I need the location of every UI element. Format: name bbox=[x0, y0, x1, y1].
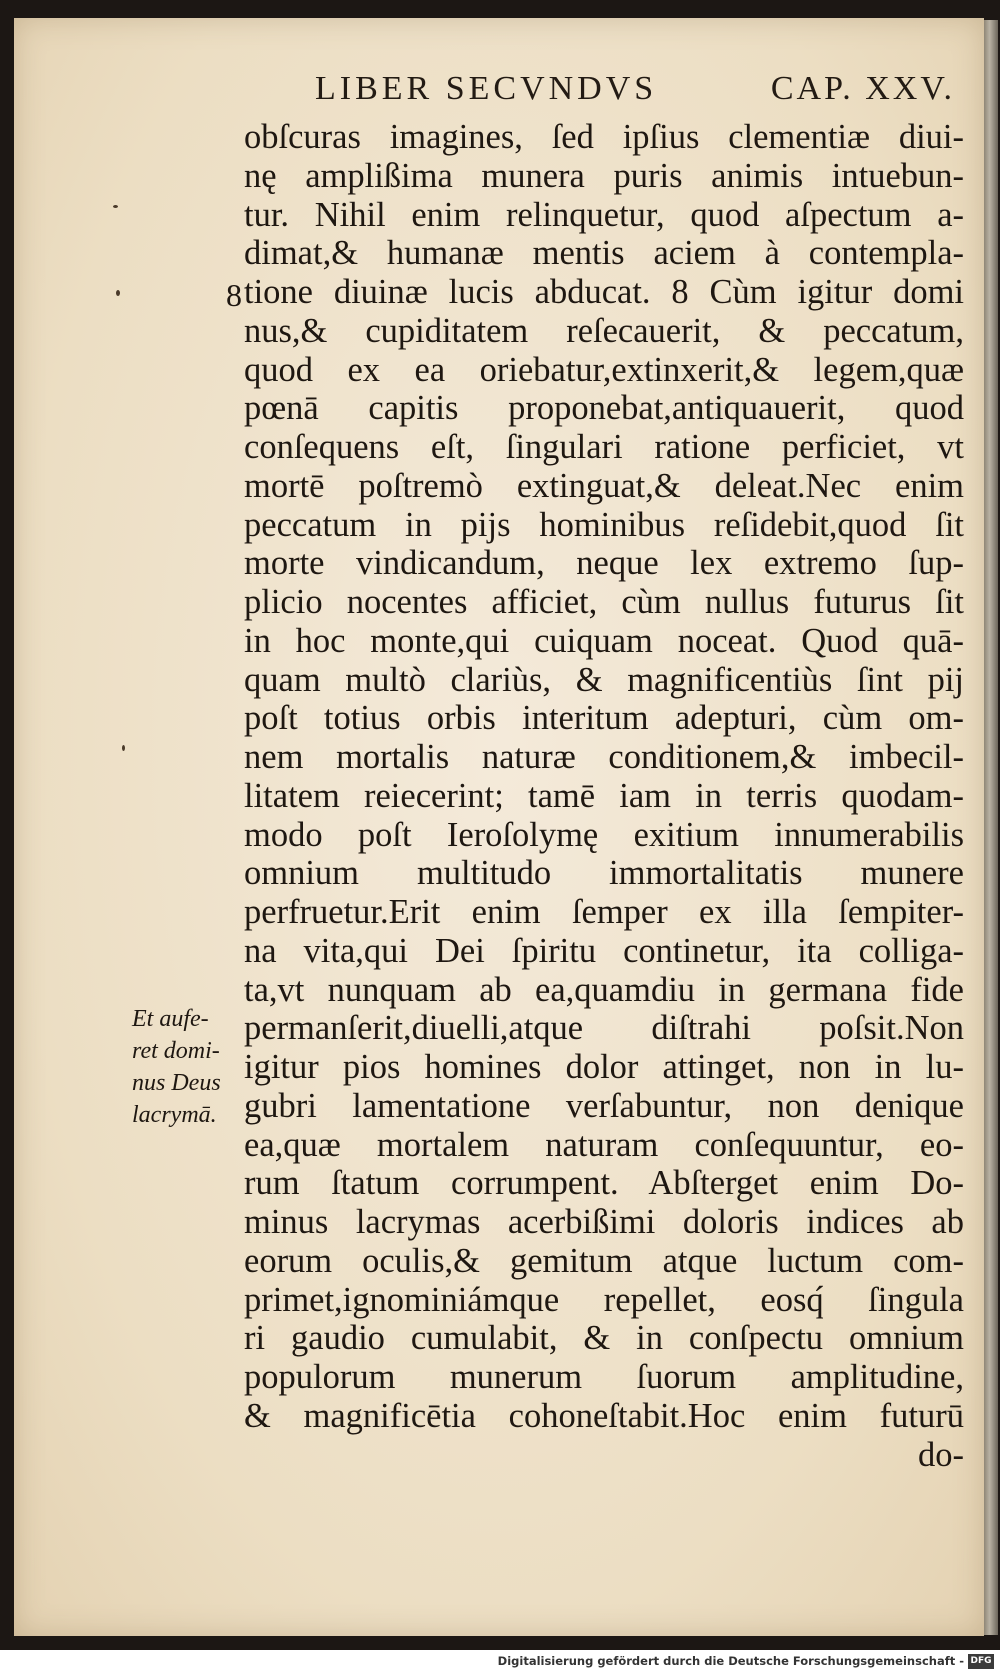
text-line: permanſerit,diuelli,atque diſtrahi poſsit.Non bbox=[244, 1009, 964, 1048]
page-edge bbox=[984, 20, 998, 1635]
text-line: quod ex ea oriebatur,extinxerit,& legem,quæ bbox=[244, 350, 964, 389]
funding-credit: Digitalisierung gefördert durch die Deutsche Forschungsgemeinschaft - bbox=[497, 1654, 964, 1668]
chapter-number: CAP. XXV. bbox=[770, 70, 955, 107]
text-line: peccatum in pijs hominibus reſidebit,quod ſit bbox=[244, 505, 964, 544]
text-line: na vita,qui Dei ſpiritu continetur, ita colliga- bbox=[244, 931, 964, 970]
text-line: morte vindicandum, neque lex extremo ſup- bbox=[244, 544, 964, 583]
text-line: ea,quæ mortalem naturam conſequuntur, eo- bbox=[244, 1125, 964, 1164]
ink-speck bbox=[122, 745, 125, 751]
ink-speck bbox=[116, 290, 120, 296]
text-line: omnium multitudo immortalitatis munere bbox=[244, 854, 964, 893]
footer-bar bbox=[0, 1650, 1000, 1676]
text-line: ri gaudio cumulabit, & in conſpectu omnium bbox=[244, 1319, 964, 1358]
ink-speck bbox=[113, 205, 118, 208]
marginal-line: Et aufe- bbox=[132, 1006, 209, 1032]
verse-number: 8 bbox=[226, 277, 242, 313]
text-line: primet,ignominiámque repellet, eosq́ ſingula bbox=[244, 1280, 964, 1319]
text-line: plicio nocentes afficiet, cùm nullus futurus ſit bbox=[244, 583, 964, 621]
text-line: populorum munerum ſuorum amplitudine, bbox=[244, 1358, 964, 1396]
dfg-logo: DFG bbox=[968, 1654, 994, 1669]
text-line: in hoc monte,qui cuiquam noceat. Quod quā- bbox=[244, 621, 964, 660]
marginal-line: nus Deus bbox=[132, 1070, 221, 1096]
marginal-line: ret domi- bbox=[132, 1038, 220, 1064]
text-line: igitur pios homines dolor attinget, non in lu- bbox=[244, 1048, 964, 1086]
text-line: ta,vt nunquam ab ea,quamdiu in germana fide bbox=[244, 970, 964, 1009]
running-header bbox=[315, 70, 955, 116]
text-line: minus lacrymas acerbißimi doloris indices ab bbox=[244, 1203, 964, 1241]
text-line: quam multò clariùs, & magnificentiùs ſint pij bbox=[244, 660, 964, 699]
text-line: litatem reiecerint; tamē iam in terris quodam- bbox=[244, 776, 964, 815]
text-line: do- bbox=[918, 1435, 964, 1474]
text-line: poſt totius orbis interitum adepturi, cùm om- bbox=[244, 699, 964, 738]
text-line: pœnā capitis proponebat,antiquauerit, quod bbox=[244, 389, 964, 428]
text-line: nus,& cupiditatem reſecauerit, & peccatum, bbox=[244, 311, 964, 350]
text-line: tur. Nihil enim relinquetur, quod aſpectum a- bbox=[244, 195, 964, 234]
body-text bbox=[244, 118, 964, 1474]
text-line: eorum oculis,& gemitum atque luctum com- bbox=[244, 1241, 964, 1280]
marginal-note bbox=[132, 1003, 244, 1131]
text-line: modo poſt Ieroſolymę exitium innumerabilis bbox=[244, 815, 964, 854]
text-line: dimat,& humanæ mentis aciem à contempla- bbox=[244, 234, 964, 273]
text-line: tione diuinæ lucis abducat. 8 Cùm igitur domi bbox=[244, 273, 964, 311]
text-line: obſcuras imagines, ſed ipſius clementiæ diui- bbox=[244, 118, 964, 156]
text-line: mortē poſtremò extinguat,& deleat.Nec enim bbox=[244, 466, 964, 505]
text-line: & magnificētia cohoneſtabit.Hoc enim futurū bbox=[244, 1396, 964, 1435]
marginal-line: lacrymā. bbox=[132, 1102, 217, 1128]
book-title: LIBER SECVNDVS bbox=[315, 70, 658, 107]
text-line: perfruetur.Erit enim ſemper ex illa ſempiter- bbox=[244, 893, 964, 931]
text-line: rum ſtatum corrumpent. Abſterget enim Do- bbox=[244, 1164, 964, 1203]
text-line: gubri lamentatione verſabuntur, non denique bbox=[244, 1086, 964, 1125]
text-line: nę amplißima munera puris animis intuebun- bbox=[244, 156, 964, 195]
text-line: nem mortalis naturæ conditionem,& imbecil- bbox=[244, 738, 964, 776]
text-line: conſequens eſt, ſingulari ratione perficiet, vt bbox=[244, 428, 964, 466]
